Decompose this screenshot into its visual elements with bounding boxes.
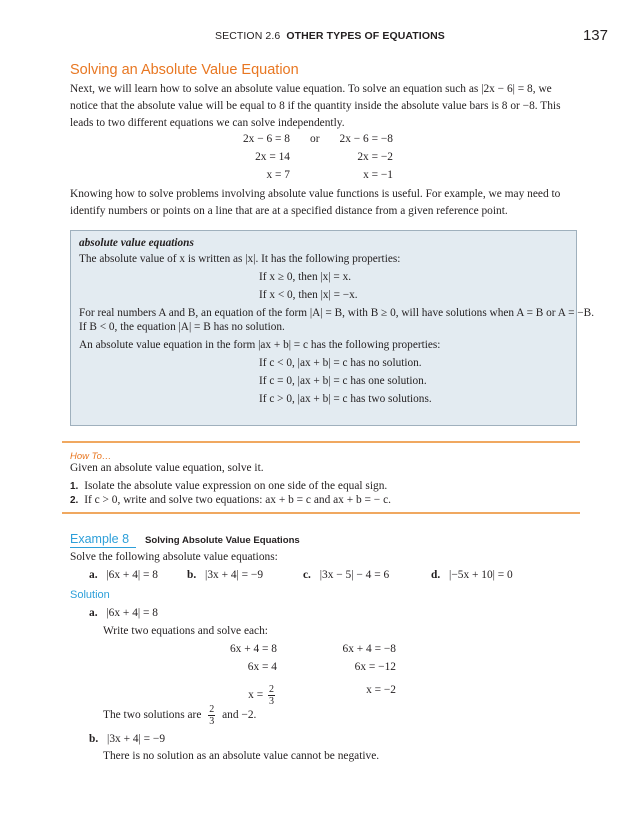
solution-a-right-2: 6x = −12 — [354, 661, 396, 673]
conclusion-fraction-numerator: 2 — [209, 704, 215, 715]
intro-left-eq-1: 2x − 6 = 8 — [242, 133, 290, 145]
definition-box — [70, 230, 595, 426]
page-number: 137 — [582, 27, 608, 44]
conclusion-fraction-denominator: 3 — [209, 716, 215, 727]
page-header — [0, 27, 630, 46]
part-a-label: a. — [89, 569, 98, 581]
solution-label: Solution — [70, 589, 110, 601]
fraction-denominator: 3 — [269, 696, 274, 707]
howto-step-1 — [70, 480, 387, 492]
section-prefix: SECTION 2.6 — [215, 30, 281, 42]
example-part-a — [89, 569, 158, 581]
solution-a-left-2: 6x = 4 — [247, 661, 277, 673]
solution-a-conclusion — [103, 704, 256, 727]
conclusion-post: and −2. — [222, 709, 257, 722]
box-line-3: An absolute value equation in the form |ax + b| = c has the following properties: — [79, 339, 441, 351]
intro-right-eq-1: 2x − 6 = −8 — [339, 133, 393, 145]
box-line-2a: For real numbers A and B, an equation of the form |A| = B, with B ≥ 0, will have solutions when A = B or A = −B. — [79, 307, 595, 319]
solution-a-label: a. — [89, 607, 98, 619]
intro-left-eq-2: 2x = 14 — [255, 151, 290, 163]
solution-a-header — [89, 607, 158, 619]
solution-a-right-1: 6x + 4 = −8 — [342, 643, 396, 655]
solution-a-text: Write two equations and solve each: — [103, 625, 268, 637]
example-part-d — [431, 569, 513, 581]
box-line-2b: If B < 0, the equation |A| = B has no solution. — [79, 321, 285, 333]
howto-bottom-rule — [62, 512, 580, 514]
box-prop-2: If x < 0, then |x| = −x. — [259, 289, 358, 301]
part-c-label: c. — [303, 569, 311, 581]
section-header — [215, 30, 445, 42]
part-d-label: d. — [431, 569, 441, 581]
example-underline — [70, 547, 136, 548]
solution-a-eq: |6x + 4| = 8 — [106, 607, 158, 619]
intro-or: or — [310, 133, 320, 145]
part-a-eq: |6x + 4| = 8 — [106, 569, 158, 581]
section-title: OTHER TYPES OF EQUATIONS — [286, 30, 445, 42]
howto-step-1-text: Isolate the absolute value expression on one side of the equal sign. — [84, 480, 388, 492]
solution-b-eq: |3x + 4| = −9 — [107, 733, 166, 745]
howto-top-rule — [62, 441, 580, 443]
intro-paragraph: Next, we will learn how to solve an absolute value equation. To solve an equation such as |2x − 6| = 8, we notice that the absolute value will be equal to 8 if the quantity inside the absolute value bars is 8 or −8. This leads to two different equations we can solve independently. — [70, 83, 561, 129]
knowing-paragraph: Knowing how to solve problems involving absolute value functions is useful. For example, we may need to identify numbers or points on a line that are at a specified distance from a given reference point. — [70, 188, 561, 217]
box-prop-3: If c < 0, |ax + b| = c has no solution. — [259, 357, 422, 369]
solution-a-left-3-lhs: x = — [248, 689, 264, 702]
solution-b-text: There is no solution as an absolute value cannot be negative. — [103, 750, 380, 762]
fraction-numerator: 2 — [269, 684, 274, 695]
solution-a-left-1: 6x + 4 = 8 — [229, 643, 277, 655]
intro-right-eq-2: 2x = −2 — [357, 151, 393, 163]
part-c-eq: |3x − 5| − 4 = 6 — [319, 569, 390, 581]
box-prop-1: If x ≥ 0, then |x| = x. — [259, 271, 352, 283]
conclusion-pre: The two solutions are — [103, 709, 202, 722]
solution-b-label: b. — [89, 733, 99, 745]
howto-label: How To… — [70, 451, 112, 462]
howto-step-2-num: 2. — [70, 495, 79, 506]
box-line-1: The absolute value of x is written as |x|. It has the following properties: — [79, 253, 401, 265]
box-title: absolute value equations — [79, 237, 194, 249]
howto-step-1-num: 1. — [70, 481, 79, 492]
solution-b-header — [89, 733, 165, 745]
part-b-eq: |3x + 4| = −9 — [205, 569, 264, 581]
solution-a-left-fraction — [268, 684, 275, 707]
howto-step-2-text: If c > 0, write and solve two equations: ax + b = c and ax + b = − c. — [84, 494, 391, 506]
example-part-b — [187, 569, 263, 581]
part-d-eq: |−5x + 10| = 0 — [449, 569, 513, 581]
howto-step-2 — [70, 494, 391, 506]
example-prompt: Solve the following absolute value equations: — [70, 551, 278, 563]
part-b-label: b. — [187, 569, 197, 581]
example-label: Example 8 — [70, 532, 130, 546]
example-part-c — [303, 569, 389, 581]
box-prop-4: If c = 0, |ax + b| = c has one solution. — [259, 375, 427, 387]
intro-left-eq-3: x = 7 — [266, 169, 290, 181]
example-title: Solving Absolute Value Equations — [145, 535, 300, 546]
conclusion-fraction — [208, 704, 215, 727]
box-prop-5: If c > 0, |ax + b| = c has two solutions. — [259, 393, 432, 405]
intro-right-eq-3: x = −1 — [363, 169, 393, 181]
section-heading: Solving an Absolute Value Equation — [70, 62, 299, 78]
howto-intro: Given an absolute value equation, solve it. — [70, 462, 264, 474]
solution-a-right-3: x = −2 — [366, 684, 396, 696]
